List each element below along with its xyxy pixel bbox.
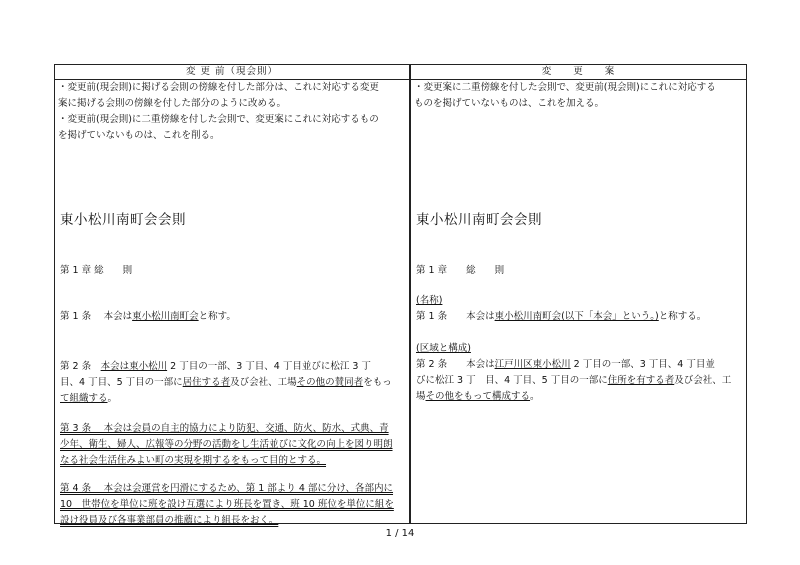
left-article-2-line: て組織する。: [60, 393, 118, 404]
right-article-2-line: 場その他をもって構成する。: [416, 391, 540, 402]
right-article-2-line: 第 2 条 本会は江戸川区東小松川 2 丁目の一部、3 丁目、4 丁目並: [416, 359, 715, 370]
left-note-line: ・変更前(現会則)に二重傍線を付した会則で、変更案にこれに対応するもの: [58, 114, 379, 125]
right-bylaw-title: 東小松川南町会会則: [416, 212, 542, 228]
page-number: 1 / 14: [385, 528, 415, 539]
left-bylaw-title: 東小松川南町会会則: [60, 212, 186, 228]
left-article-4-line: 第 4 条 本会は会運営を円滑にするため、第 1 部より 4 部に分け、各部内に: [60, 483, 394, 494]
left-chapter-heading: 第 1 章 総 則: [60, 265, 133, 276]
comparison-table: [54, 64, 747, 524]
left-article-2-line: 目、4 丁目、5 丁目の一部に居住する者及び会社、工場その他の賛同者をもっ: [60, 377, 392, 388]
left-article-3-line: 第 3 条 本会は会員の自主的協力により防犯、交通、防火、防水、式典、青: [60, 423, 389, 434]
right-chapter-heading: 第 1 章 総 則: [416, 265, 505, 276]
right-article-1: 第 1 条 本会は東小松川南町会(以下「本会」という。)と称する。: [416, 311, 707, 322]
left-article-1: 第 1 条 本会は東小松川南町会と称す。: [60, 311, 236, 322]
left-article-2-line: 第 2 条 本会は東小松川 2 丁目の一部、3 丁目、4 丁目並びに松江 3 丁: [60, 361, 371, 372]
left-note-line: を掲げていないものは、これを削る。: [58, 130, 220, 141]
right-note-line: ・変更案に二重傍線を付した会則で、変更前(現会則)にこれに対応する: [414, 82, 716, 93]
column-proposed-change: [411, 80, 746, 523]
header-before-change: 変 更 前（現会則）: [185, 66, 279, 77]
left-article-4-line: 設け役員及び各事業部員の推薦により組長をおく。: [60, 515, 279, 526]
right-article-1-caption: (名称): [416, 295, 443, 306]
left-article-4-line: 10 世帯位を単位に班を設け互選により班長を置き、班 10 班位を単位に組を: [60, 499, 394, 510]
header-proposed-change: 変 更 案: [541, 66, 616, 77]
column-before-change: [55, 80, 409, 526]
right-article-2-caption: (区域と構成): [416, 343, 471, 354]
left-note-line: 案に掲げる会則の傍線を付した部分のように改める。: [58, 98, 287, 109]
right-note-line: ものを掲げていないものは、これを加える。: [414, 98, 605, 109]
left-note-line: ・変更前(現会則)に掲げる会則の傍線を付した部分は、これに対応する変更: [58, 82, 379, 93]
left-article-3-line: 少年、衛生、婦人、広報等の分野の活動をし生活並びに文化の向上を図り明朗: [60, 439, 393, 450]
left-article-3-line: なる社会生活住みよい町の実現を期するをもって目的とする。: [60, 455, 327, 466]
right-article-2-line: びに松江 3 丁 目、4 丁目、5 丁目の一部に住所を有する者及び会社、工: [416, 375, 732, 386]
